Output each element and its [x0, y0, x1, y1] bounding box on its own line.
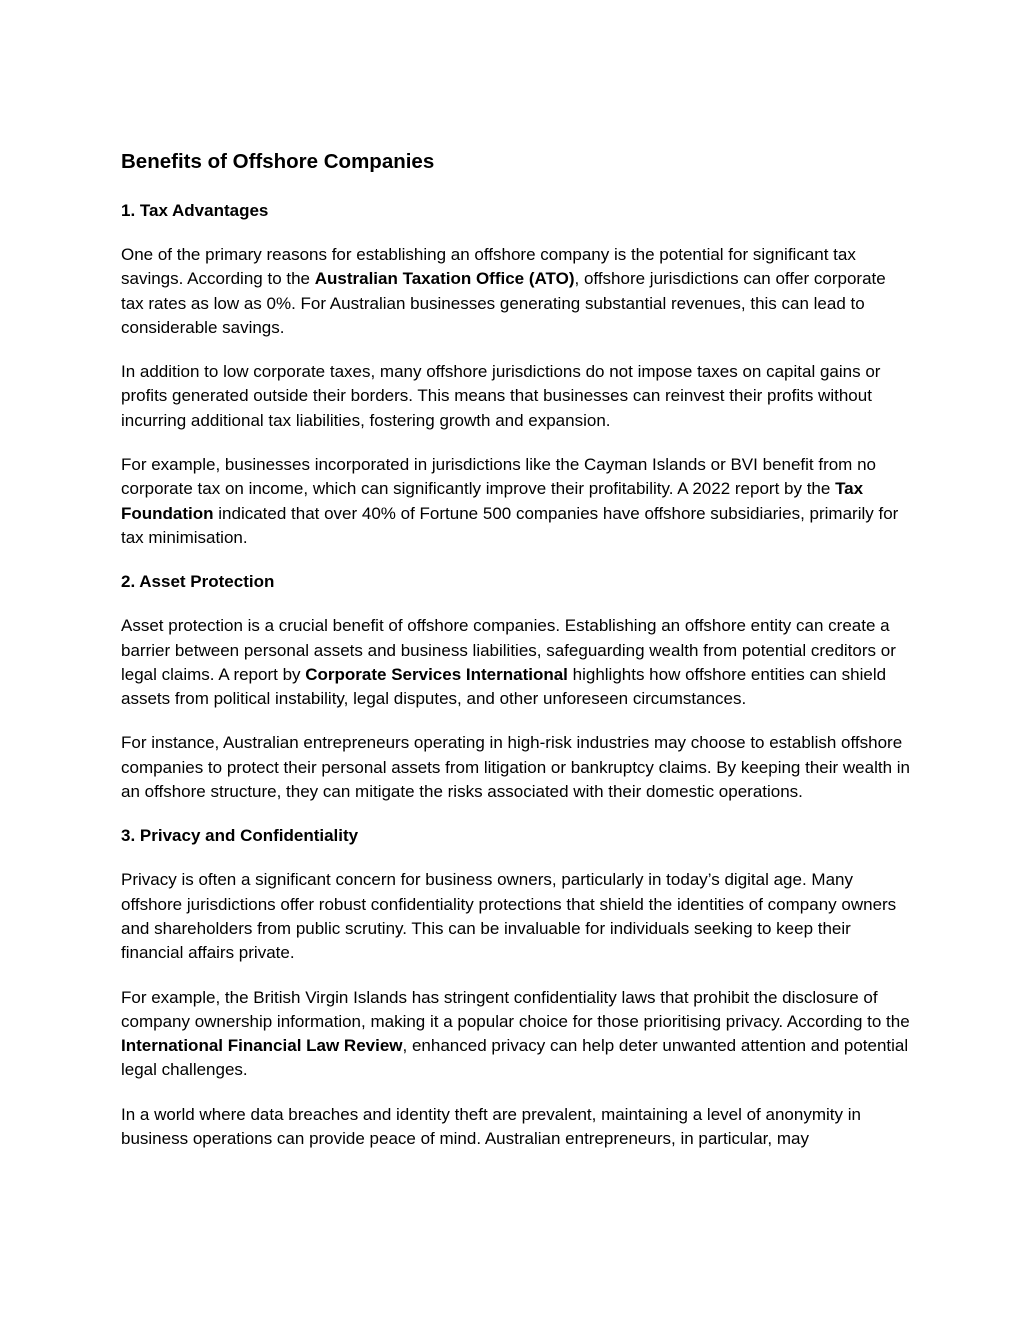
paragraph-text: In addition to low corporate taxes, many offshore jurisdictions do not impose taxes on capital gains or profits generated outside their borders. This means that businesses can reinvest their profits without incurring additional tax liabilities, fostering growth and expansion.	[121, 362, 881, 430]
paragraph-text: For example, businesses incorporated in jurisdictions like the Cayman Islands or BVI benefit from no corporate tax on income, which can significantly improve their profitability. A 2022 report by the	[121, 455, 876, 499]
body-paragraph	[121, 360, 911, 433]
paragraph-text: For instance, Australian entrepreneurs operating in high-risk industries may choose to establish offshore companies to protect their personal assets from litigation or bankruptcy claims. By keeping their wealth in an offshore structure, they can mitigate the risks associated with their domestic operations.	[121, 733, 910, 802]
paragraph-text: , offshore jurisdictions can offer corporate tax rates as low as 0%. For Australian businesses generating substantial revenues, this can lead to considerable savings.	[121, 269, 886, 337]
section-heading: 3. Privacy and Confidentiality	[121, 826, 359, 846]
body-paragraph	[121, 986, 911, 1083]
bold-source-name: Australian Taxation Office (ATO)	[314, 269, 575, 289]
paragraph-text: Privacy is often a significant concern for business owners, particularly in today’s digital age. Many offshore jurisdictions offer robust confidentiality protections that shield the identities of company owners and shareholders from public scrutiny. This can be invaluable for individuals seeking to keep their financial affairs private.	[121, 870, 897, 963]
paragraph-text: indicated that over 40% of Fortune 500 companies have offshore subsidiaries, primarily for tax minimisation.	[121, 503, 899, 547]
body-paragraph	[121, 243, 911, 340]
paragraph-text: One of the primary reasons for establishing an offshore company is the potential for significant tax savings. According to the	[121, 245, 856, 289]
paragraph-text: Asset protection is a crucial benefit of offshore companies. Establishing an offshore entity can create a barrier between personal assets and business liabilities, safeguarding wealth from potential creditors or legal claims. A report by	[121, 616, 896, 684]
body-paragraph	[121, 1103, 911, 1152]
paragraph-text: , enhanced privacy can help deter unwanted attention and potential legal challenges.	[121, 1036, 909, 1080]
page-title: Benefits of Offshore Companies	[121, 150, 435, 173]
body-paragraph	[121, 453, 911, 550]
bold-source-name: Tax Foundation	[121, 479, 864, 523]
body-paragraph	[121, 614, 911, 711]
body-paragraph	[121, 731, 911, 804]
paragraph-text: For example, the British Virgin Islands has stringent confidentiality laws that prohibit the disclosure of company ownership information, making it a popular choice for those prioritising privacy. According to the	[121, 987, 910, 1031]
body-paragraph	[121, 868, 911, 965]
paragraph-text: highlights how offshore entities can shield assets from political instability, legal disputes, and other unforeseen circumstances.	[121, 664, 887, 709]
section-heading: 1. Tax Advantages	[121, 201, 269, 220]
bold-source-name: International Financial Law Review	[121, 1036, 403, 1056]
paragraph-text: In a world where data breaches and identity theft are prevalent, maintaining a level of anonymity in business operations can provide peace of mind. Australian entrepreneurs, in particular, may	[121, 1104, 861, 1149]
bold-source-name: Corporate Services International	[305, 664, 568, 684]
section-heading: 2. Asset Protection	[121, 572, 275, 592]
document-body	[121, 199, 911, 1151]
document-page	[121, 148, 911, 1171]
